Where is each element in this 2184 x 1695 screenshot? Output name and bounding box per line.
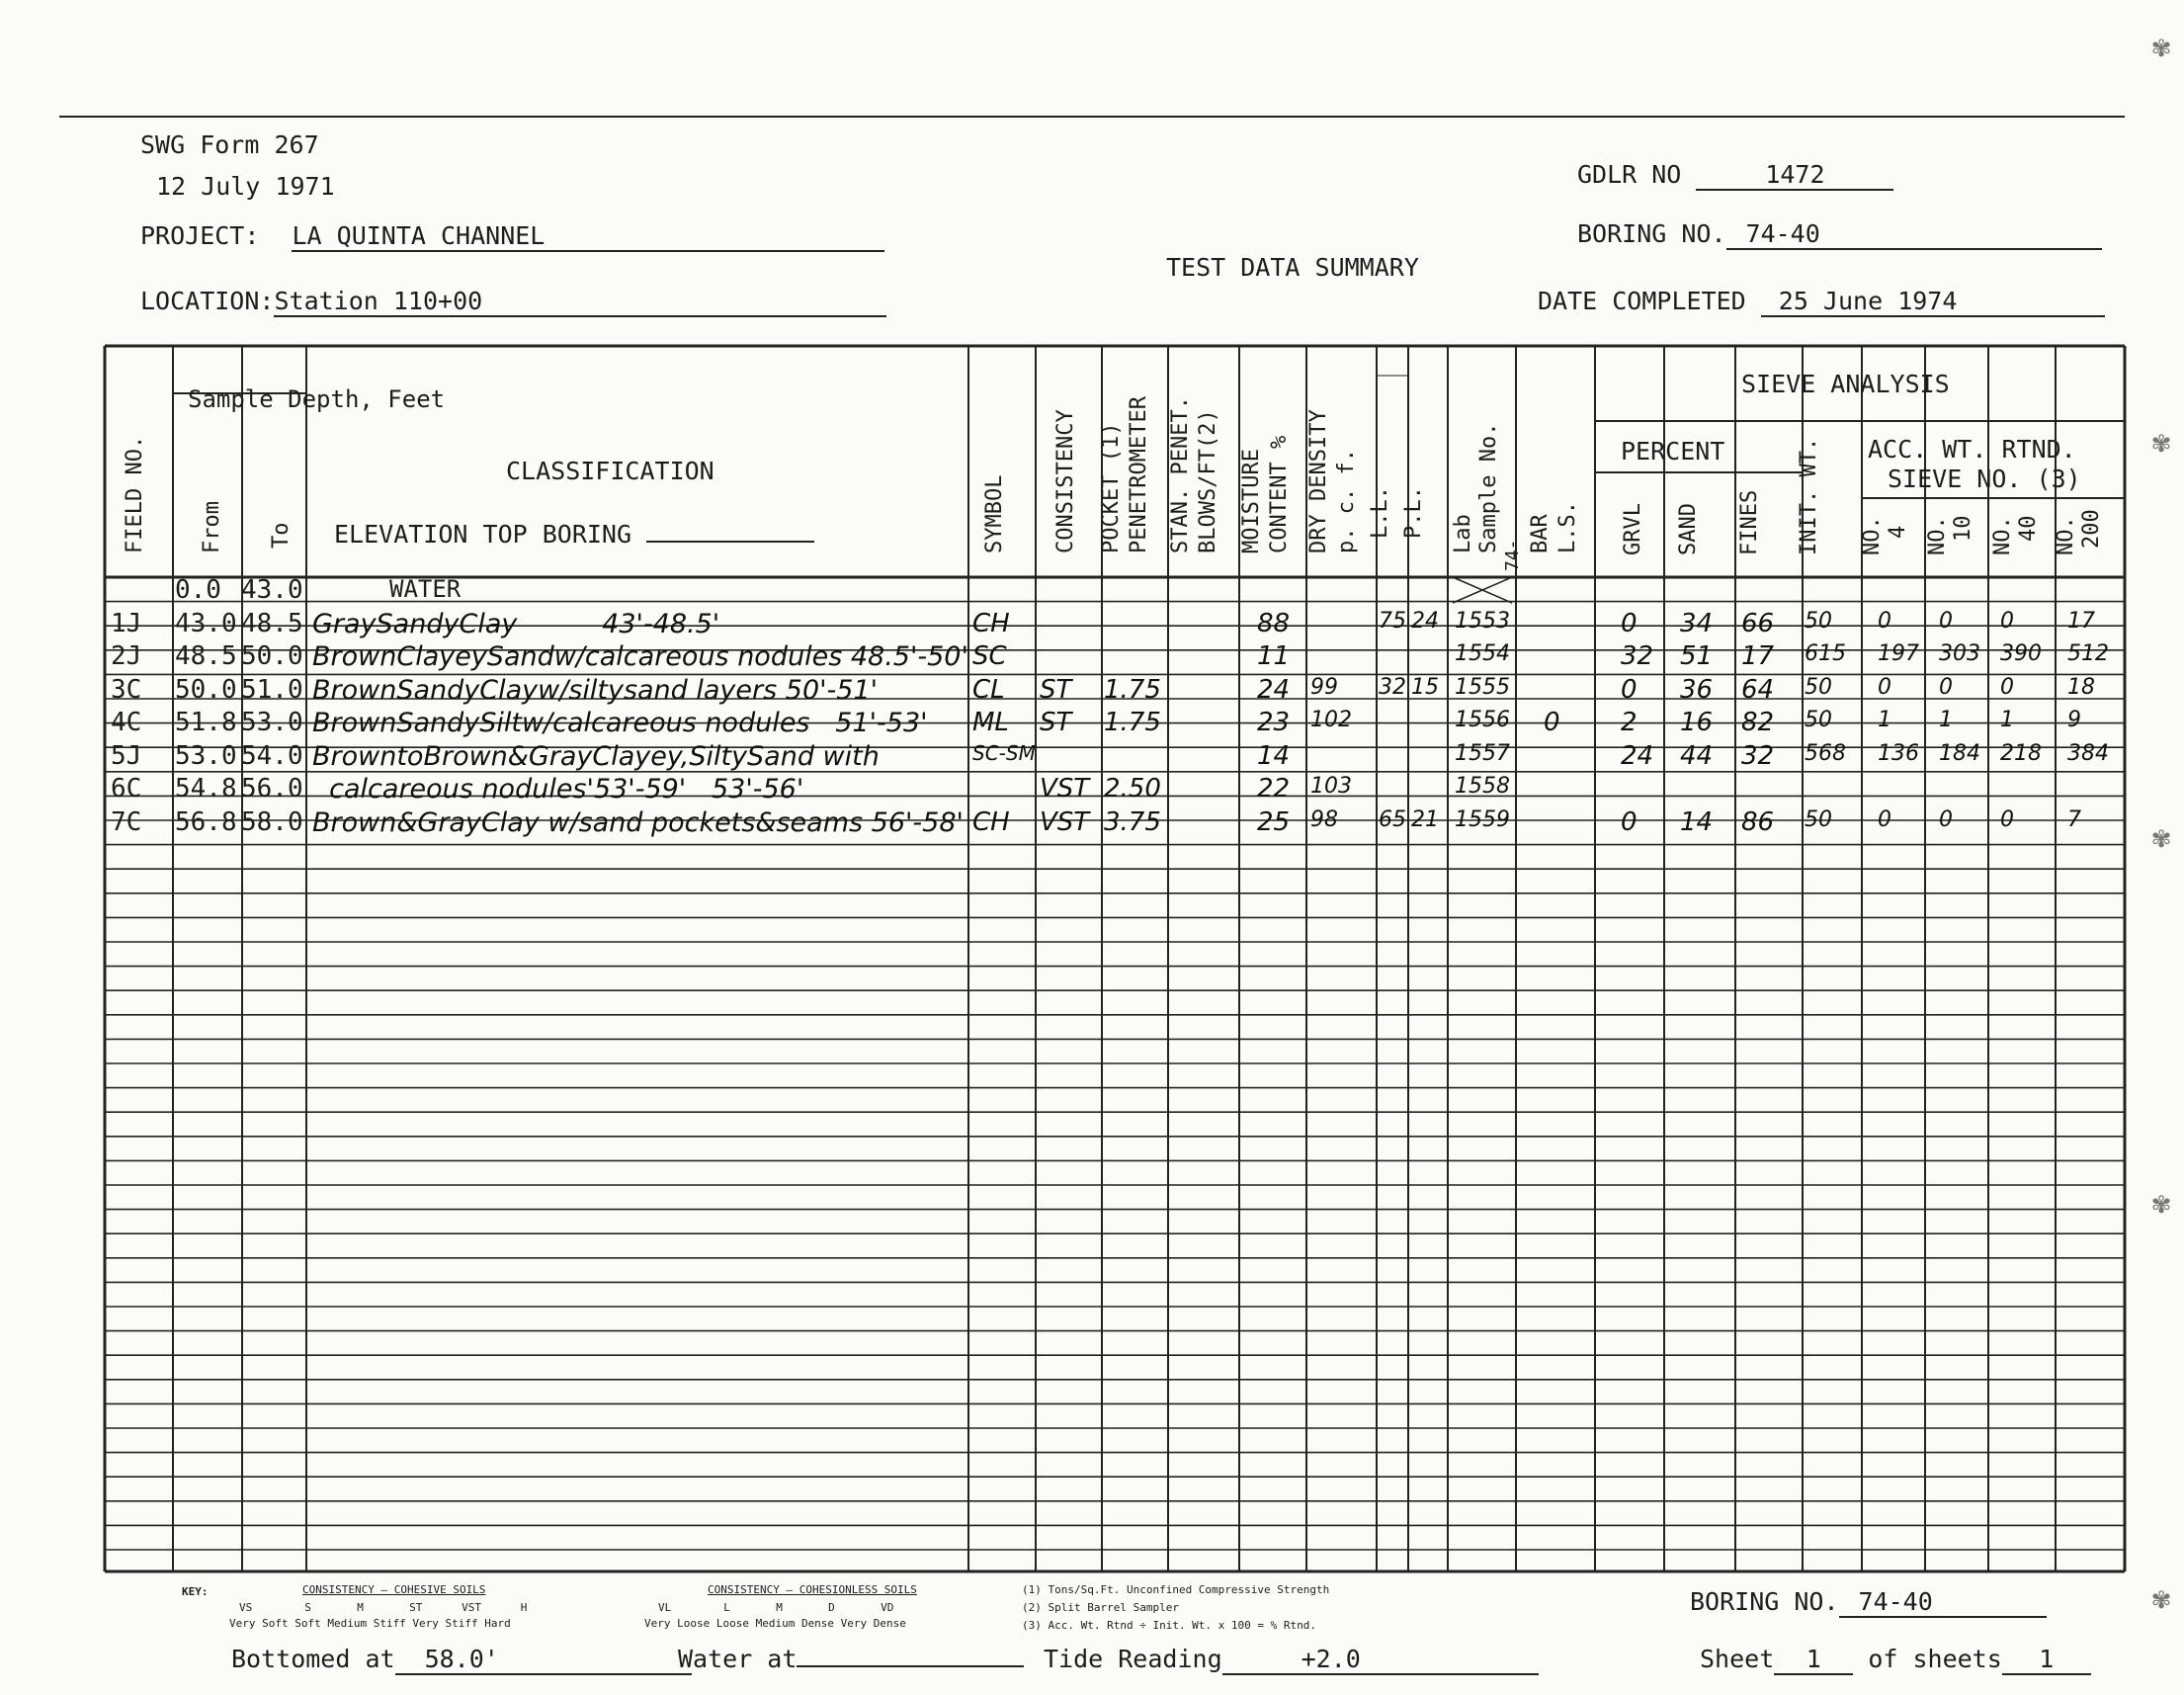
water-label: Water at [678, 1645, 798, 1673]
cell-init-wt: 568 [1805, 740, 1846, 766]
cell-lab-sample: 1553 [1455, 608, 1510, 634]
cell-lab-sample: 1555 [1455, 674, 1510, 700]
cell-symbol: CH [972, 806, 1010, 837]
header-elevation [334, 520, 814, 549]
cell-init-wt: 615 [1805, 641, 1846, 666]
cell-fines: 64 [1741, 674, 1775, 705]
cell-classification: BrownSandySiltw/calcareous nodules 51'-53' [312, 708, 928, 738]
header-symbol: SYMBOL [982, 474, 1007, 553]
bottomed-field [395, 1645, 692, 1675]
header-fines: FINES [1737, 489, 1762, 555]
tide-value: +2.0 [1301, 1645, 1361, 1673]
cell-field-no: 6C [111, 774, 142, 804]
of-sheets-field [2002, 1645, 2091, 1675]
header-from: From [200, 501, 224, 553]
key-note-2: (2) Split Barrel Sampler [1022, 1601, 1179, 1614]
header-no200-2: 200 [2079, 509, 2104, 549]
location-label: LOCATION: [140, 287, 275, 315]
cell-liquid-limit: 75 [1379, 608, 1406, 634]
key-cohesionless-desc: Very Loose Loose Medium Dense Very Dense [644, 1617, 906, 1630]
header-bar-2: L.S. [1555, 501, 1580, 553]
bottomed-label: Bottomed at [231, 1645, 395, 1673]
cell-symbol: CH [972, 608, 1010, 638]
cell-no10: 0 [1939, 608, 1953, 634]
cell-no40: 0 [2000, 608, 2014, 634]
header-moist-1: MOISTURE [1239, 449, 1264, 553]
cell-no4: 0 [1878, 674, 1891, 700]
header-no4-1: NO. [1860, 516, 1885, 555]
cell-classification: BrownSandyClayw/siltysand layers 50'-51' [312, 674, 879, 706]
cell-dry-density: 99 [1310, 674, 1338, 700]
footer-boring-field [1839, 1587, 2047, 1618]
cell-depth-to: 56.0 [241, 774, 303, 804]
cell-fines: 17 [1741, 641, 1775, 671]
cell-depth-to: 51.0 [241, 674, 303, 705]
header-lab-1: Lab [1451, 514, 1475, 553]
header-acc-1: ACC. WT. RTND. [1868, 435, 2076, 464]
cell-consistency: ST [1040, 674, 1072, 705]
header-ll: L.L. [1368, 486, 1392, 539]
sheet-value: 1 [1806, 1645, 1821, 1673]
cell-no40: 0 [2000, 674, 2014, 700]
cell-sand: 34 [1680, 608, 1714, 638]
cell-depth-to: 54.0 [241, 740, 303, 771]
cell-no200: 9 [2067, 708, 2081, 732]
cell-no4: 197 [1878, 641, 1919, 666]
cell-gravel: 0 [1621, 608, 1638, 638]
seal-icon: ✾ [2151, 1581, 2170, 1616]
header-sieve: SIEVE ANALYSIS [1741, 370, 1950, 398]
key-cohesionless-title: CONSISTENCY — COHESIONLESS SOILS [708, 1583, 917, 1596]
header-percent: PERCENT [1621, 437, 1725, 466]
cell-no10: 0 [1939, 806, 1953, 832]
of-sheets-value: 1 [2039, 1645, 2055, 1673]
cell-field-no: 3C [111, 674, 142, 705]
cell-init-wt: 50 [1805, 806, 1832, 832]
cell-gravel: 24 [1621, 740, 1654, 771]
key-cohesionless-abbr: VL L M D VD [658, 1601, 894, 1614]
cell-dry-density: 98 [1310, 806, 1338, 832]
header-pl: P.L. [1401, 486, 1426, 539]
cell-init-wt: 50 [1805, 708, 1832, 732]
header-to: To [269, 522, 294, 549]
cell-depth-from: 50.0 [175, 674, 237, 705]
sheet-field [1774, 1645, 1853, 1675]
cell-no4: 136 [1878, 740, 1919, 766]
cell-moisture: 88 [1257, 608, 1291, 638]
header-no40-2: 40 [2016, 515, 2041, 542]
cell-sand: 36 [1680, 674, 1714, 705]
cell-moisture: 22 [1257, 774, 1291, 804]
cell-lab-sample: 1557 [1455, 740, 1510, 766]
seal-icon: ✾ [2151, 1186, 2170, 1221]
cell-pocket-pen: 2.50 [1104, 774, 1161, 804]
cell-no40: 390 [2000, 641, 2042, 666]
header-elevation-label: ELEVATION TOP BORING [334, 520, 632, 549]
cell-init-wt: 50 [1805, 674, 1832, 700]
cell-sand: 14 [1680, 806, 1714, 837]
cell-symbol: SC-SM [972, 740, 1036, 765]
header-no200-1: NO. [2054, 516, 2078, 555]
cell-sand: 51 [1680, 641, 1714, 671]
cell-consistency: ST [1040, 708, 1072, 737]
key-label: KEY: [182, 1585, 209, 1598]
cell-classification: calcareous nodules'53'-59' 53'-56' [312, 774, 804, 805]
cell-init-wt: 50 [1805, 608, 1832, 634]
cell-classification: WATER [389, 575, 462, 603]
tide-label: Tide Reading [1044, 1645, 1222, 1673]
cell-pocket-pen: 1.75 [1104, 708, 1161, 737]
seal-icon: ✾ [2151, 30, 2170, 64]
bottomed-row [231, 1645, 692, 1675]
cell-symbol: SC [972, 641, 1007, 671]
water-row [678, 1645, 1024, 1673]
cell-sand: 44 [1680, 740, 1714, 771]
cell-no40: 1 [2000, 708, 2014, 732]
header-lab-2: Sample No. [1476, 422, 1501, 553]
cell-fines: 66 [1741, 608, 1775, 638]
cell-no4: 0 [1878, 806, 1891, 832]
header-dry-2: p. c. f. [1334, 449, 1359, 553]
sheet-label: Sheet [1700, 1645, 1775, 1673]
header-pocket-1: POCKET (1) [1099, 422, 1124, 553]
footer-boring-row [1690, 1587, 2047, 1618]
footer-boring-label: BORING NO. [1690, 1587, 1839, 1616]
boring-label: BORING NO. [1577, 219, 1726, 248]
cell-no10: 184 [1939, 740, 1980, 766]
sheet-row [1700, 1645, 2091, 1675]
cell-symbol: CL [972, 674, 1005, 705]
header-stan-2: BLOWS/FT(2) [1196, 409, 1220, 553]
cell-moisture: 24 [1257, 674, 1291, 705]
gdlr-value: 1472 [1765, 160, 1825, 189]
cell-no200: 18 [2067, 674, 2095, 700]
header-no40-1: NO. [1990, 516, 2015, 555]
cell-liquid-limit: 65 [1379, 806, 1406, 832]
date-completed-value: 25 June 1974 [1778, 287, 1958, 315]
cell-moisture: 11 [1257, 641, 1291, 671]
key-cohesive-desc: Very Soft Soft Medium Stiff Very Stiff Hard [229, 1617, 511, 1630]
cell-dry-density: 102 [1310, 708, 1352, 732]
cell-depth-to: 48.5 [241, 608, 303, 638]
header-pocket-2: PENETROMETER [1127, 396, 1151, 553]
cell-bar-ls: 0 [1544, 708, 1560, 737]
cell-depth-from: 0.0 [175, 575, 221, 605]
header-no10-2: 10 [1951, 515, 1975, 542]
seal-icon: ✾ [2151, 820, 2170, 855]
header-bar-1: BAR [1528, 514, 1553, 553]
cell-no200: 512 [2067, 641, 2109, 666]
cell-field-no: 1J [111, 608, 142, 638]
key-note-3: (3) Acc. Wt. Rtnd ÷ Init. Wt. x 100 = % Rtnd. [1022, 1619, 1317, 1632]
gdlr-label: GDLR NO [1577, 160, 1682, 189]
cell-field-no: 5J [111, 740, 142, 771]
cell-moisture: 25 [1257, 806, 1291, 837]
header-stan-1: STAN. PENET. [1168, 396, 1193, 553]
bottomed-value: 58.0' [424, 1645, 499, 1673]
cell-field-no: 2J [111, 641, 142, 671]
cell-moisture: 23 [1257, 708, 1291, 737]
tide-field [1222, 1645, 1539, 1675]
header-sample: Sample Depth, Feet [188, 385, 446, 413]
cell-lab-sample: 1559 [1455, 806, 1510, 832]
cell-depth-from: 56.8 [175, 806, 237, 837]
cell-no40: 0 [2000, 806, 2014, 832]
key-cohesive-abbr: VS S M ST VST H [239, 1601, 528, 1614]
cell-no4: 1 [1878, 708, 1891, 732]
cell-depth-from: 51.8 [175, 708, 237, 737]
cell-lab-sample: 1558 [1455, 774, 1510, 799]
cell-pocket-pen: 3.75 [1104, 806, 1161, 837]
header-moist-2: CONTENT % [1267, 435, 1292, 553]
cell-depth-from: 53.0 [175, 740, 237, 771]
cell-depth-to: 58.0 [241, 806, 303, 837]
key-cohesive-title: CONSISTENCY — COHESIVE SOILS [302, 1583, 486, 1596]
cell-lab-sample: 1554 [1455, 641, 1510, 666]
cell-no200: 17 [2067, 608, 2095, 634]
cell-plastic-limit: 15 [1411, 674, 1439, 700]
header-field-no: FIELD NO. [123, 435, 147, 553]
cell-classification: BrowntoBrown&GrayClayey,SiltySand with [312, 740, 880, 772]
footer-boring-value: 74-40 [1858, 1587, 1933, 1616]
cell-fines: 82 [1741, 708, 1775, 737]
project-label: PROJECT: [140, 221, 260, 250]
cell-no10: 0 [1939, 674, 1953, 700]
cell-depth-to: 50.0 [241, 641, 303, 671]
cell-no10: 303 [1939, 641, 1980, 666]
tide-row [1044, 1645, 1539, 1675]
cell-classification: BrownClayeySandw/calcareous nodules 48.5'-50' [312, 641, 968, 672]
cell-depth-from: 54.8 [175, 774, 237, 804]
cell-no10: 1 [1939, 708, 1953, 732]
cell-consistency: VST [1040, 806, 1090, 837]
cell-symbol: ML [972, 708, 1009, 737]
cell-no200: 7 [2067, 806, 2081, 832]
boring-value: 74-40 [1745, 219, 1820, 248]
cell-sand: 16 [1680, 708, 1714, 737]
cell-field-no: 7C [111, 806, 142, 837]
key-note-1: (1) Tons/Sq.Ft. Unconfined Compressive Strength [1022, 1583, 1330, 1596]
header-no10-1: NO. [1925, 516, 1950, 555]
cell-fines: 32 [1741, 740, 1775, 771]
form-name: SWG Form 267 [140, 130, 319, 159]
location-value: Station 110+00 [274, 287, 483, 315]
header-init: INIT. WT. [1797, 437, 1821, 555]
cell-dry-density: 103 [1310, 774, 1352, 799]
cell-gravel: 32 [1621, 641, 1654, 671]
cell-depth-to: 53.0 [241, 708, 303, 737]
water-field [797, 1665, 1024, 1667]
form-date: 12 July 1971 [156, 172, 335, 201]
cell-lab-sample: 1556 [1455, 708, 1510, 732]
header-no4-2: 4 [1886, 525, 1910, 539]
cell-gravel: 0 [1621, 806, 1638, 837]
cell-classification: GraySandyClay 43'-48.5' [312, 608, 720, 639]
cell-plastic-limit: 24 [1411, 608, 1439, 634]
cell-consistency: VST [1040, 774, 1090, 804]
date-completed-label: DATE COMPLETED [1538, 287, 1746, 315]
project-value: LA QUINTA CHANNEL [292, 221, 546, 250]
cell-fines: 86 [1741, 806, 1775, 837]
cell-classification: Brown&GrayClay w/sand pockets&seams 56'-58' [312, 806, 964, 838]
cell-depth-from: 48.5 [175, 641, 237, 671]
header-consistency: CONSISTENCY [1053, 409, 1078, 553]
cell-liquid-limit: 32 [1379, 674, 1406, 700]
header-acc-2: SIEVE NO. (3) [1888, 465, 2081, 493]
header-classification: CLASSIFICATION [506, 457, 714, 485]
cell-depth-to: 43.0 [241, 575, 303, 605]
page-title: TEST DATA SUMMARY [1166, 253, 1419, 282]
cell-gravel: 0 [1621, 674, 1638, 705]
seal-icon: ✾ [2151, 425, 2170, 460]
header-lab-3: 74- [1502, 539, 1523, 571]
cell-gravel: 2 [1621, 708, 1638, 737]
cell-no200: 384 [2067, 740, 2109, 766]
header-grvl: GRVL [1621, 503, 1645, 555]
header-dry-1: DRY DENSITY [1306, 409, 1331, 553]
cell-moisture: 14 [1257, 740, 1291, 771]
header-sand: SAND [1676, 503, 1701, 555]
of-sheets-label: of sheets [1868, 1645, 2002, 1673]
cell-pocket-pen: 1.75 [1104, 674, 1161, 705]
cell-no40: 218 [2000, 740, 2042, 766]
cell-no4: 0 [1878, 608, 1891, 634]
cell-field-no: 4C [111, 708, 142, 737]
cell-plastic-limit: 21 [1411, 806, 1439, 832]
cell-depth-from: 43.0 [175, 608, 237, 638]
